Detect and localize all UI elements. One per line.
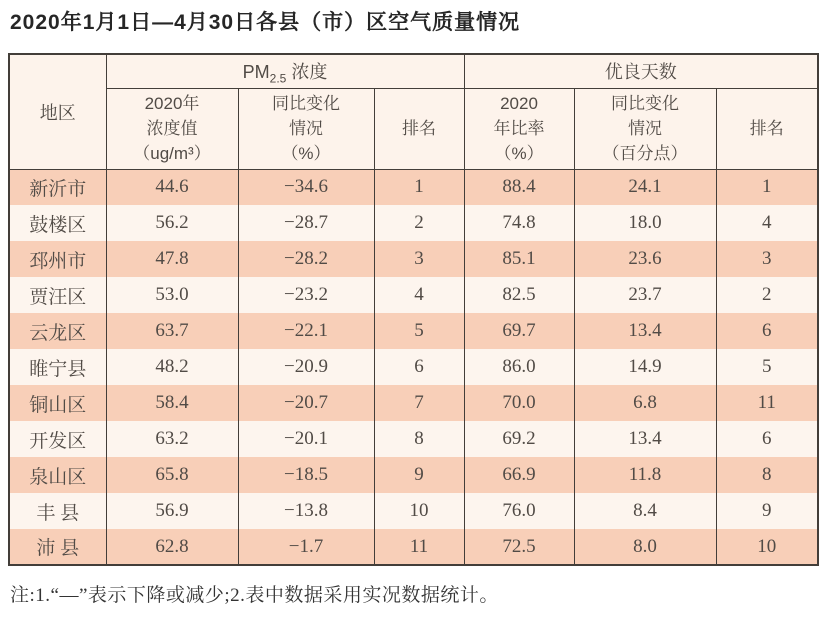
cell-good-rate: 69.2 [464, 421, 574, 457]
cell-good-rank: 11 [716, 385, 818, 421]
cell-pm-change: −20.9 [238, 349, 374, 385]
cell-region: 开发区 [9, 421, 106, 457]
cell-good-change: 24.1 [574, 169, 716, 205]
header-good-rank: 排名 [716, 88, 818, 169]
cell-pm-value: 63.2 [106, 421, 238, 457]
table-row [9, 313, 818, 349]
cell-good-rank: 2 [716, 277, 818, 313]
cell-good-rate: 69.7 [464, 313, 574, 349]
pm25-label-subscript: 2.5 [269, 71, 287, 86]
cell-pm-rank: 11 [374, 529, 464, 565]
table-row [9, 205, 818, 241]
cell-pm-value: 56.2 [106, 205, 238, 241]
cell-good-change: 11.8 [574, 457, 716, 493]
footnote: 注:1.“—”表示下降或减少;2.表中数据采用实况数据统计。 [10, 585, 499, 606]
cell-good-change: 8.0 [574, 529, 716, 565]
cell-pm-rank: 4 [374, 277, 464, 313]
header-sub-row [9, 88, 818, 169]
cell-pm-rank: 3 [374, 241, 464, 277]
header-good-days-group: 优良天数 [464, 54, 818, 88]
cell-pm-rank: 6 [374, 349, 464, 385]
cell-pm-value: 47.8 [106, 241, 238, 277]
cell-region: 泉山区 [9, 457, 106, 493]
cell-pm-change: −34.6 [238, 169, 374, 205]
cell-region: 沛 县 [9, 529, 106, 565]
cell-pm-value: 44.6 [106, 169, 238, 205]
cell-region: 新沂市 [9, 169, 106, 205]
header-pm-change: 同比变化 情况 （%） [238, 88, 374, 169]
cell-pm-change: −22.1 [238, 313, 374, 349]
cell-pm-change: −28.2 [238, 241, 374, 277]
cell-pm-change: −20.7 [238, 385, 374, 421]
cell-good-change: 13.4 [574, 421, 716, 457]
pm25-label-suffix: 浓度 [286, 62, 328, 83]
cell-good-rate: 74.8 [464, 205, 574, 241]
table-row [9, 385, 818, 421]
table-body [9, 169, 818, 565]
pm25-label-prefix: PM [242, 62, 270, 83]
cell-pm-change: −28.7 [238, 205, 374, 241]
cell-good-rank: 3 [716, 241, 818, 277]
cell-good-rate: 72.5 [464, 529, 574, 565]
header-good-change: 同比变化 情况 （百分点） [574, 88, 716, 169]
header-good-rate: 2020 年比率 （%） [464, 88, 574, 169]
cell-good-rank: 5 [716, 349, 818, 385]
cell-good-change: 18.0 [574, 205, 716, 241]
table-row [9, 349, 818, 385]
cell-good-rank: 6 [716, 313, 818, 349]
cell-good-rate: 66.9 [464, 457, 574, 493]
cell-good-rate: 86.0 [464, 349, 574, 385]
cell-pm-change: −13.8 [238, 493, 374, 529]
table-row [9, 529, 818, 565]
cell-good-rate: 85.1 [464, 241, 574, 277]
cell-good-change: 13.4 [574, 313, 716, 349]
cell-pm-value: 63.7 [106, 313, 238, 349]
air-quality-table [8, 53, 819, 566]
cell-good-rank: 6 [716, 421, 818, 457]
cell-good-rate: 82.5 [464, 277, 574, 313]
header-pm-value: 2020年 浓度值 （ug/m³） [106, 88, 238, 169]
cell-good-change: 23.6 [574, 241, 716, 277]
cell-good-change: 14.9 [574, 349, 716, 385]
cell-region: 睢宁县 [9, 349, 106, 385]
cell-good-rank: 1 [716, 169, 818, 205]
cell-pm-rank: 9 [374, 457, 464, 493]
cell-pm-value: 56.9 [106, 493, 238, 529]
cell-pm-change: −23.2 [238, 277, 374, 313]
cell-pm-value: 65.8 [106, 457, 238, 493]
table-row [9, 493, 818, 529]
cell-good-rate: 70.0 [464, 385, 574, 421]
header-pm25-group [106, 54, 464, 88]
table-row [9, 421, 818, 457]
header-pm-rank: 排名 [374, 88, 464, 169]
cell-good-change: 8.4 [574, 493, 716, 529]
cell-good-rate: 88.4 [464, 169, 574, 205]
cell-pm-rank: 5 [374, 313, 464, 349]
cell-region: 丰 县 [9, 493, 106, 529]
cell-pm-rank: 1 [374, 169, 464, 205]
cell-region: 云龙区 [9, 313, 106, 349]
table-row [9, 241, 818, 277]
cell-region: 贾汪区 [9, 277, 106, 313]
table-row [9, 169, 818, 205]
cell-pm-change: −1.7 [238, 529, 374, 565]
page-title: 2020年1月1日—4月30日各县（市）区空气质量情况 [10, 11, 521, 34]
cell-pm-rank: 8 [374, 421, 464, 457]
cell-pm-change: −18.5 [238, 457, 374, 493]
cell-pm-value: 48.2 [106, 349, 238, 385]
cell-pm-rank: 10 [374, 493, 464, 529]
cell-good-change: 6.8 [574, 385, 716, 421]
cell-good-change: 23.7 [574, 277, 716, 313]
cell-pm-rank: 2 [374, 205, 464, 241]
header-region: 地区 [9, 54, 106, 169]
cell-pm-value: 53.0 [106, 277, 238, 313]
table-row [9, 457, 818, 493]
cell-good-rank: 4 [716, 205, 818, 241]
cell-pm-rank: 7 [374, 385, 464, 421]
header-group-row [9, 54, 818, 88]
cell-pm-value: 58.4 [106, 385, 238, 421]
cell-pm-value: 62.8 [106, 529, 238, 565]
cell-pm-change: −20.1 [238, 421, 374, 457]
cell-region: 邳州市 [9, 241, 106, 277]
cell-good-rate: 76.0 [464, 493, 574, 529]
table-header [9, 54, 818, 169]
cell-region: 鼓楼区 [9, 205, 106, 241]
cell-good-rank: 8 [716, 457, 818, 493]
cell-region: 铜山区 [9, 385, 106, 421]
table-row [9, 277, 818, 313]
cell-good-rank: 10 [716, 529, 818, 565]
cell-good-rank: 9 [716, 493, 818, 529]
